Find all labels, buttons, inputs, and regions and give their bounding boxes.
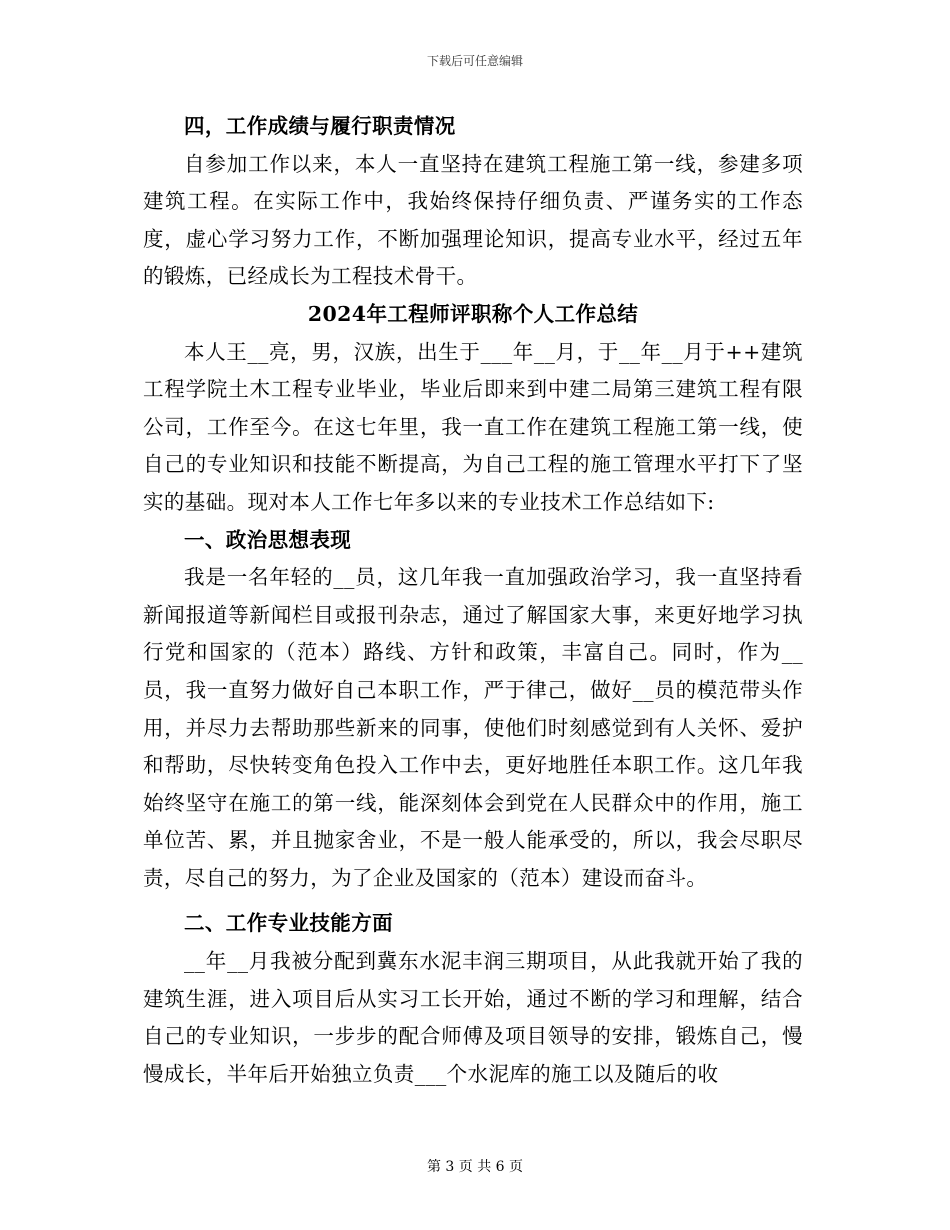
page-header-note: 下载后可任意编辑	[426, 54, 523, 68]
section-heading-skills: 二、工作专业技能方面	[184, 911, 393, 936]
paragraph-achievements: 自参加工作以来，本人一直坚持在建筑工程施工第一线，参建多项建筑工程。在实际工作中，我始终保持仔细负责、严谨务实的工作态度，虚心学习努力工作，不断加强理论知识，提高专业水平，经过五年的锻炼，已经成长为工程技术骨干。	[143, 151, 803, 289]
paragraph-political: 我是一名年轻的__员，这几年我一直加强政治学习，我一直坚持看新闻报道等新闻栏目或报刊杂志，通过了解国家大事，来更好地学习执行党和国家的（范本）路线、方针和政策，丰富自己。同时，作为__员，我一直努力做好自己本职工作，严于律己，做好__员的模范带头作用，并尽力去帮助那些新来的同事，使他们时刻感觉到有人关怀、爱护和帮助，尽快转变角色投入工作中去，更好地胜任本职工作。这几年我始终坚守在施工的第一线，能深刻体会到党在人民群众中的作用，施工单位苦、累，并且抛家舍业，不是一般人能承受的，所以，我会尽职尽责，尽自己的努力，为了企业及国家的（范本）建设而奋斗。	[143, 565, 803, 890]
document-title: 2024年工程师评职称个人工作总结	[307, 301, 639, 326]
document-body	[143, 108, 803, 1093]
section-spacer	[143, 897, 803, 905]
paragraph-skills: __年__月我被分配到冀东水泥丰润三期项目，从此我就开始了我的建筑生涯，进入项目后从实习工长开始，通过不断的学习和理解，结合自己的专业知识，一步步的配合师傅及项目领导的安排，锻炼自己，慢慢成长，半年后开始独立负责___个水泥库的施工以及随后的收	[143, 949, 803, 1086]
section-heading-achievements: 四，工作成绩与履行职责情况	[184, 114, 456, 138]
paragraph-introduction: 本人王__亮，男，汉族，出生于___年__月，于__年__月于++建筑工程学院土木工程专业毕业，毕业后即来到中建二局第三建筑工程有限公司，工作至今。在这七年里，我一直工作在建筑工程施工第一线，使自己的专业知识和技能不断提高，为自己工程的施工管理水平打下了坚实的基础。现对本人工作七年多以来的专业技术工作总结如下:	[143, 339, 803, 514]
page-number-footer: 第 3 页 共 6 页	[426, 1159, 524, 1175]
section-heading-political: 一、政治思想表现	[184, 527, 352, 552]
